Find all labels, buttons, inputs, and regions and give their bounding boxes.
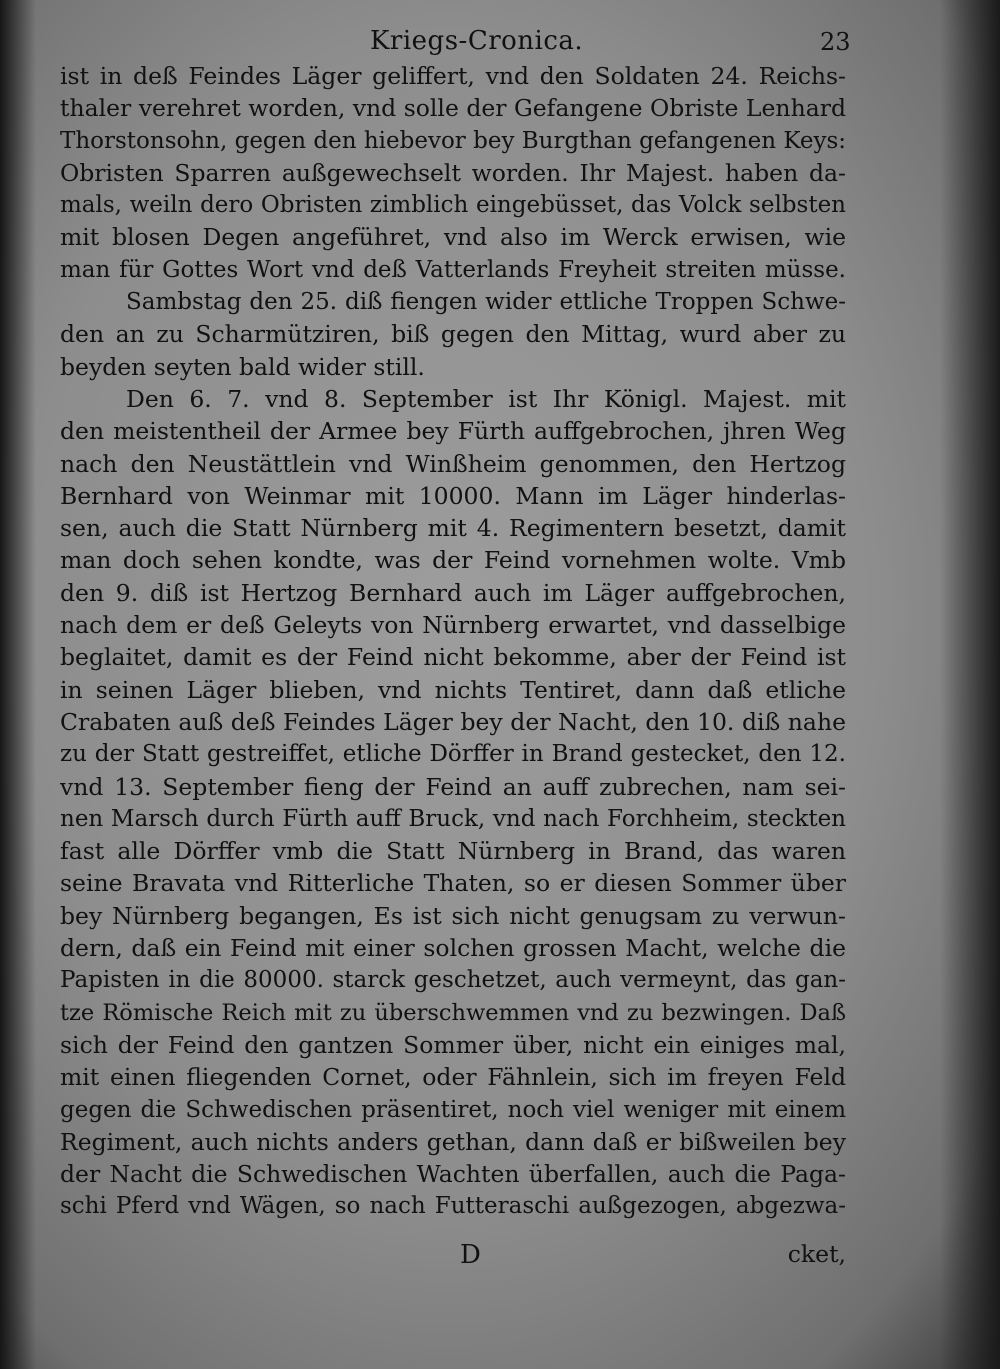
text-line: dern, daß ein Feind mit einer solchen grossen Macht, welche die (60, 934, 846, 963)
signature-mark: D (460, 1240, 481, 1270)
text-line: Crabaten auß deß Feindes Läger bey der Nacht, den 10. diß nahe (60, 707, 846, 736)
running-title: Kriegs-Cronica. (370, 26, 584, 56)
text-line: Sambstag den 25. diß fiengen wider ettliche Troppen Schwe- (126, 289, 846, 316)
text-line: Papisten in die 80000. starck geschetzet, auch vermeynt, das gan- (60, 967, 846, 994)
text-line: tze Römische Reich mit zu überschwemmen vnd zu bezwingen. Daß (60, 999, 846, 1026)
text-line: seine Bravata vnd Ritterliche Thaten, so er diesen Sommer über (60, 869, 846, 898)
text-line: der Nacht die Schwedischen Wachten überfallen, auch die Paga- (60, 1160, 846, 1189)
text-line: den meistentheil der Armee bey Fürth auffgebrochen, jhren Weg (60, 417, 846, 446)
text-line: nach dem er deß Geleyts von Nürnberg erwartet, vnd dasselbige (60, 611, 846, 640)
page-number: 23 (820, 28, 851, 56)
text-line: Thorstonsohn, gegen den hiebevor bey Burgthan gefangenen Keys: (60, 127, 846, 154)
text-line: nen Marsch durch Fürth auff Bruck, vnd nach Forchheim, steckten (60, 805, 846, 832)
text-line: ist in deß Feindes Läger geliffert, vnd den Soldaten 24. Reichs- (60, 62, 846, 90)
text-line: beyden seyten bald wider still. (60, 352, 425, 381)
text-line: Bernhard von Weinmar mit 10000. Mann im Läger hinderlas- (60, 481, 846, 510)
body-text (60, 60, 846, 1223)
text-line: schi Pferd vnd Wägen, so nach Futteraschi außgezogen, abgezwa- (60, 1193, 846, 1220)
text-line: Regiment, auch nichts anders gethan, dann daß er bißweilen bey (60, 1127, 846, 1156)
text-line: den an zu Scharmütziren, biß gegen den Mittag, wurd aber zu (60, 320, 846, 349)
text-line: Den 6. 7. vnd 8. September ist Ihr Königl. Majest. mit (126, 384, 846, 413)
text-line: thaler verehret worden, vnd solle der Gefangene Obriste Lenhard (60, 94, 846, 123)
text-line: man doch sehen kondte, was der Feind vornehmen wolte. Vmb (60, 546, 846, 575)
text-line: den 9. diß ist Hertzog Bernhard auch im Läger auffgebrochen, (60, 578, 846, 607)
text-line: fast alle Dörffer vmb die Statt Nürnberg in Brand, das waren (60, 837, 846, 866)
text-line: sich der Feind den gantzen Sommer über, nicht ein einiges mal, (60, 1030, 846, 1059)
text-line: gegen die Schwedischen präsentiret, noch viel weniger mit einem (60, 1096, 846, 1123)
text-line: man für Gottes Wort vnd deß Vatterlands Freyheit streiten müsse. (60, 256, 846, 283)
text-line: Obristen Sparren außgewechselt worden. Ihr Majest. haben da- (60, 158, 846, 187)
text-line: vnd 13. September fieng der Feind an auff zubrechen, nam sei- (60, 772, 846, 801)
text-line: in seinen Läger blieben, vnd nichts Tentiret, dann daß etliche (60, 675, 846, 704)
text-line: bey Nürnberg begangen, Es ist sich nicht genugsam zu verwun- (60, 901, 846, 930)
catchword: cket, (787, 1240, 846, 1268)
text-line: zu der Statt gestreiffet, etliche Dörffer in Brand gestecket, den 12. (60, 741, 846, 768)
page-footer (60, 1240, 846, 1274)
text-line: mit einen fliegenden Cornet, oder Fähnlein, sich im freyen Feld (60, 1063, 846, 1092)
text-line: mit blosen Degen angeführet, vnd also im Werck erwisen, wie (60, 223, 846, 252)
text-line: beglaitet, damit es der Feind nicht bekomme, aber der Feind ist (60, 643, 846, 672)
text-line: mals, weiln dero Obristen zimblich eingebüsset, das Volck selbsten (60, 192, 846, 219)
text-line: nach den Neustättlein vnd Winßheim genommen, den Hertzog (60, 449, 846, 478)
text-line: sen, auch die Statt Nürnberg mit 4. Regimentern besetzt, damit (60, 514, 846, 543)
